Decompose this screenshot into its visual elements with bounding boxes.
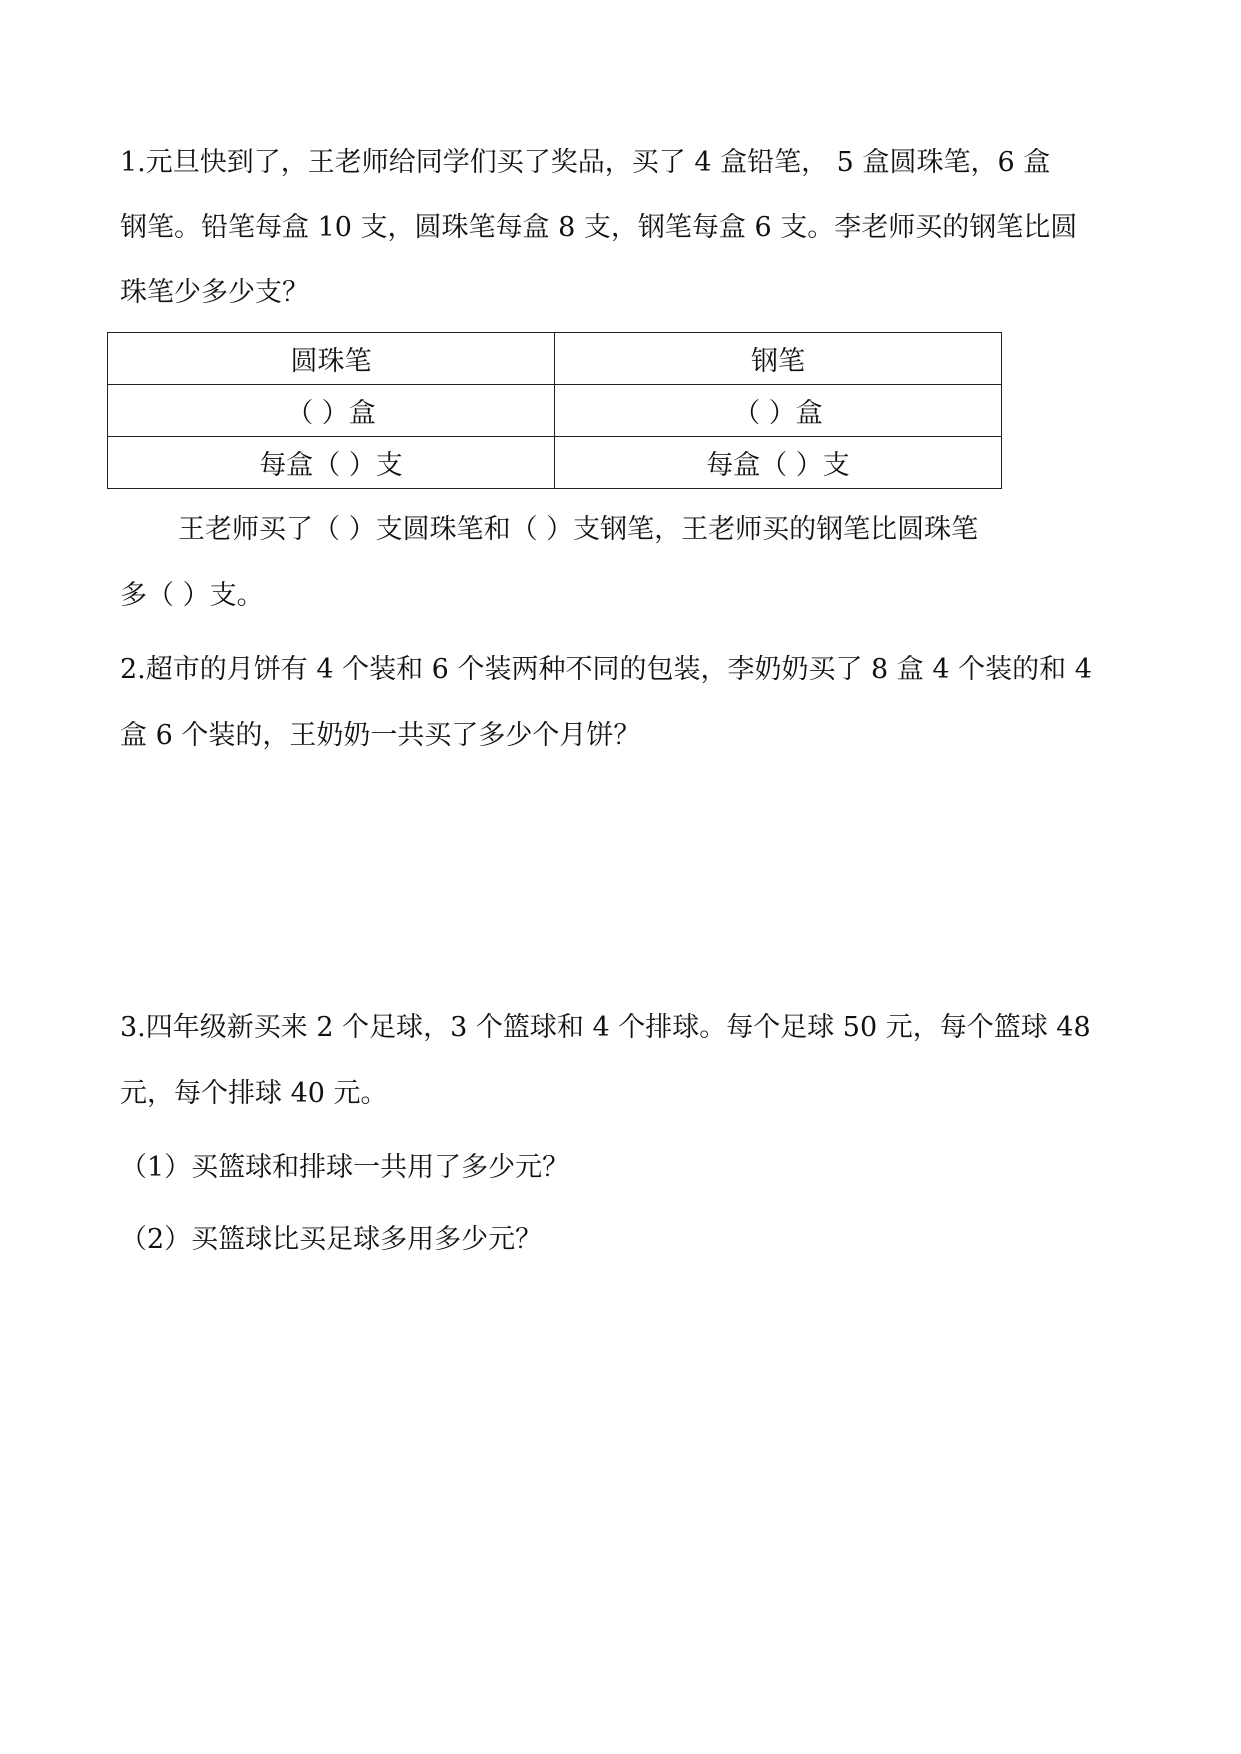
q1-fill-table [107, 332, 1002, 489]
q1-fill-line-1: 王老师买了（ ）支圆珠笔和（ ）支钢笔，王老师买的钢笔比圆珠笔 [178, 514, 979, 545]
q3-sub-question-2: （2）买篮球比买足球多用多少元？ [120, 1224, 543, 1255]
q1-line-2: 钢笔。铅笔每盒 10 支，圆珠笔每盒 8 支，钢笔每盒 6 支。李老师买的钢笔比圆 [120, 212, 1078, 243]
table-row-boxes [108, 385, 1002, 437]
table-cell-ballpoint-boxes: （ ）盒 [108, 385, 555, 437]
q2-line-1: 2.超市的月饼有 4 个装和 6 个装两种不同的包装，李奶奶买了 8 盒 4 个装的和 4 [120, 654, 1092, 685]
q1-line-3: 珠笔少多少支？ [120, 277, 309, 308]
table-row-per-box [108, 437, 1002, 489]
q2-line-2: 盒 6 个装的，王奶奶一共买了多少个月饼？ [120, 720, 641, 751]
table-header-row [108, 333, 1002, 385]
q3-line-1: 3.四年级新买来 2 个足球，3 个篮球和 4 个排球。每个足球 50 元，每个篮球 48 [120, 1012, 1091, 1043]
q1-fill-line-2: 多（ ）支。 [120, 580, 264, 611]
q3-sub-question-1: （1）买篮球和排球一共用了多少元？ [120, 1152, 570, 1183]
table-header-fountain-pen: 钢笔 [555, 333, 1002, 385]
q3-line-2: 元，每个排球 40 元。 [120, 1078, 388, 1109]
table-cell-fountain-pen-per-box: 每盒（ ）支 [555, 437, 1002, 489]
table-header-ballpoint: 圆珠笔 [108, 333, 555, 385]
q1-line-1: 1.元旦快到了，王老师给同学们买了奖品，买了 4 盒铅笔， 5 盒圆珠笔，6 盒 [120, 147, 1051, 178]
table-cell-fountain-pen-boxes: （ ）盒 [555, 385, 1002, 437]
table-cell-ballpoint-per-box: 每盒（ ）支 [108, 437, 555, 489]
